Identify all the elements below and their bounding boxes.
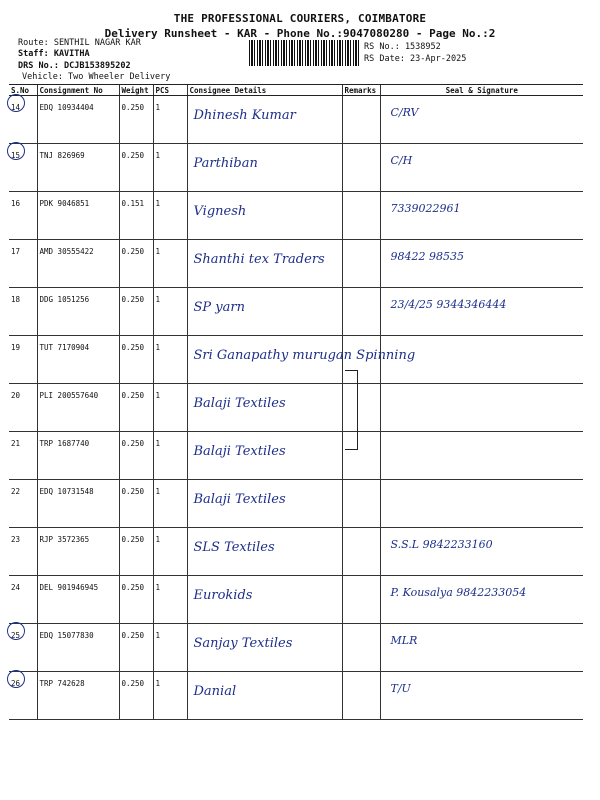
row-consignee bbox=[187, 336, 416, 384]
row-signature bbox=[380, 96, 583, 144]
col-seal-signature: Seal & Signature bbox=[380, 85, 583, 96]
row-signature bbox=[380, 144, 583, 192]
barcode bbox=[249, 40, 361, 66]
consignee-handwriting: Danial bbox=[193, 684, 237, 699]
consignee-handwriting: Sanjay Textiles bbox=[193, 636, 293, 651]
row-consignee bbox=[187, 432, 342, 480]
table-row bbox=[9, 288, 583, 336]
table-row bbox=[9, 624, 583, 672]
consignee-handwriting: Balaji Textiles bbox=[193, 492, 286, 507]
row-weight: 0.250 bbox=[119, 672, 153, 720]
row-consignee bbox=[187, 480, 342, 528]
row-sno: 25 bbox=[9, 624, 37, 672]
signature-handwriting: C/RV bbox=[390, 106, 419, 119]
consignee-handwriting: SLS Textiles bbox=[193, 540, 275, 555]
row-consignment: TUT 7170904 bbox=[37, 336, 119, 384]
row-consignment: TRP 742628 bbox=[37, 672, 119, 720]
staff-label: Staff: KAVITHA bbox=[18, 49, 90, 59]
row-sno: 18 bbox=[9, 288, 37, 336]
row-consignment: EDQ 10934404 bbox=[37, 96, 119, 144]
row-sno: 26 bbox=[9, 672, 37, 720]
row-consignment: DEL 901946945 bbox=[37, 576, 119, 624]
row-sno: 15 bbox=[9, 144, 37, 192]
col-pcs: PCS bbox=[153, 85, 187, 96]
row-consignment: AMD 30555422 bbox=[37, 240, 119, 288]
signature-handwriting: T/U bbox=[390, 682, 411, 695]
row-weight: 0.151 bbox=[119, 192, 153, 240]
row-consignment: TNJ 826969 bbox=[37, 144, 119, 192]
consignee-handwriting: Balaji Textiles bbox=[193, 396, 286, 411]
row-remarks bbox=[342, 288, 380, 336]
table-row bbox=[9, 96, 583, 144]
table-row bbox=[9, 336, 583, 384]
row-signature bbox=[380, 384, 583, 432]
table-row bbox=[9, 192, 583, 240]
row-pcs: 1 bbox=[153, 192, 187, 240]
row-weight: 0.250 bbox=[119, 624, 153, 672]
drs-label: DRS No.: DCJB153895202 bbox=[18, 61, 131, 71]
row-sno: 24 bbox=[9, 576, 37, 624]
col-sno: S.No bbox=[9, 85, 37, 96]
row-consignee bbox=[187, 384, 342, 432]
row-signature bbox=[380, 192, 583, 240]
col-weight: Weight bbox=[119, 85, 153, 96]
row-consignment: RJP 3572365 bbox=[37, 528, 119, 576]
row-weight: 0.250 bbox=[119, 288, 153, 336]
row-consignee bbox=[187, 576, 342, 624]
row-weight: 0.250 bbox=[119, 480, 153, 528]
row-signature bbox=[380, 240, 583, 288]
row-pcs: 1 bbox=[153, 576, 187, 624]
row-remarks bbox=[342, 144, 380, 192]
signature-handwriting: 23/4/25 9344346444 bbox=[390, 298, 507, 311]
row-consignee bbox=[187, 288, 342, 336]
row-signature bbox=[380, 288, 583, 336]
rs-number: RS No.: 1538952 bbox=[364, 42, 441, 52]
consignee-handwriting: Eurokids bbox=[193, 588, 253, 603]
row-pcs: 1 bbox=[153, 624, 187, 672]
route-label: Route: SENTHIL NAGAR KAR bbox=[18, 38, 141, 48]
consignee-handwriting: Vignesh bbox=[193, 204, 247, 219]
row-pcs: 1 bbox=[153, 432, 187, 480]
consignee-handwriting: Shanthi tex Traders bbox=[193, 252, 325, 267]
circle-mark bbox=[7, 622, 25, 640]
row-sno: 14 bbox=[9, 96, 37, 144]
row-signature bbox=[380, 336, 583, 384]
row-weight: 0.250 bbox=[119, 432, 153, 480]
table-row bbox=[9, 432, 583, 480]
row-sno: 23 bbox=[9, 528, 37, 576]
row-consignee bbox=[187, 96, 342, 144]
row-signature bbox=[380, 672, 583, 720]
signature-handwriting: 98422 98535 bbox=[390, 250, 464, 263]
row-pcs: 1 bbox=[153, 480, 187, 528]
row-consignment: DDG 1051256 bbox=[37, 288, 119, 336]
signature-handwriting: C/H bbox=[390, 154, 413, 167]
col-consignee: Consignee Details bbox=[187, 85, 342, 96]
rs-date: RS Date: 23-Apr-2025 bbox=[364, 54, 467, 64]
row-remarks bbox=[342, 528, 380, 576]
row-consignee bbox=[187, 672, 342, 720]
row-signature bbox=[380, 624, 583, 672]
consignee-handwriting: SP yarn bbox=[193, 300, 245, 315]
row-consignment: EDQ 10731548 bbox=[37, 480, 119, 528]
circle-mark bbox=[7, 670, 25, 688]
row-consignee bbox=[187, 192, 342, 240]
signature-handwriting: S.S.L 9842233160 bbox=[390, 538, 493, 551]
runsheet-table bbox=[9, 84, 583, 720]
row-consignee bbox=[187, 240, 342, 288]
row-sno: 17 bbox=[9, 240, 37, 288]
table-row bbox=[9, 528, 583, 576]
row-pcs: 1 bbox=[153, 672, 187, 720]
consignee-handwriting: Balaji Textiles bbox=[193, 444, 286, 459]
row-pcs: 1 bbox=[153, 144, 187, 192]
col-remarks: Remarks bbox=[342, 85, 380, 96]
row-sno: 16 bbox=[9, 192, 37, 240]
signature-handwriting: P. Kousalya 9842233054 bbox=[390, 586, 527, 599]
signature-handwriting: MLR bbox=[390, 634, 418, 647]
row-weight: 0.250 bbox=[119, 144, 153, 192]
vehicle-label: Vehicle: Two Wheeler Delivery bbox=[22, 72, 171, 82]
row-remarks bbox=[342, 96, 380, 144]
row-consignment: PLI 200557640 bbox=[37, 384, 119, 432]
consignee-handwriting: Dhinesh Kumar bbox=[193, 108, 296, 123]
bracket-mark bbox=[345, 370, 358, 450]
row-pcs: 1 bbox=[153, 240, 187, 288]
company-title: THE PROFESSIONAL COURIERS, COIMBATORE bbox=[173, 12, 427, 25]
row-remarks bbox=[342, 240, 380, 288]
table-row bbox=[9, 240, 583, 288]
row-sno: 22 bbox=[9, 480, 37, 528]
row-weight: 0.250 bbox=[119, 528, 153, 576]
row-consignment: PDK 9046851 bbox=[37, 192, 119, 240]
row-consignment: EDQ 15077830 bbox=[37, 624, 119, 672]
table-row bbox=[9, 672, 583, 720]
row-pcs: 1 bbox=[153, 528, 187, 576]
row-pcs: 1 bbox=[153, 96, 187, 144]
table-row bbox=[9, 384, 583, 432]
row-signature bbox=[380, 528, 583, 576]
row-signature bbox=[380, 432, 583, 480]
row-consignee bbox=[187, 624, 342, 672]
row-remarks bbox=[342, 624, 380, 672]
col-consignment: Consignment No bbox=[37, 85, 119, 96]
row-remarks bbox=[342, 480, 380, 528]
circle-mark bbox=[7, 94, 25, 112]
table-header-row bbox=[9, 85, 583, 96]
table-row bbox=[9, 576, 583, 624]
row-weight: 0.250 bbox=[119, 576, 153, 624]
row-sno: 20 bbox=[9, 384, 37, 432]
table-row bbox=[9, 144, 583, 192]
row-pcs: 1 bbox=[153, 336, 187, 384]
row-weight: 0.250 bbox=[119, 240, 153, 288]
row-consignment: TRP 1687740 bbox=[37, 432, 119, 480]
row-signature bbox=[380, 480, 583, 528]
row-consignee bbox=[187, 144, 342, 192]
circle-mark bbox=[7, 142, 25, 160]
runsheet-subtitle: Delivery Runsheet - KAR - Phone No.:9047080280 - Page No.:2 bbox=[104, 27, 496, 40]
consignee-handwriting: Parthiban bbox=[193, 156, 258, 171]
table-row bbox=[9, 480, 583, 528]
row-pcs: 1 bbox=[153, 288, 187, 336]
row-pcs: 1 bbox=[153, 384, 187, 432]
row-sno: 19 bbox=[9, 336, 37, 384]
row-remarks bbox=[342, 576, 380, 624]
consignee-handwriting: Sri Ganapathy murugan Spinning bbox=[193, 348, 416, 363]
row-remarks bbox=[342, 192, 380, 240]
row-weight: 0.250 bbox=[119, 96, 153, 144]
row-weight: 0.250 bbox=[119, 336, 153, 384]
signature-handwriting: 7339022961 bbox=[390, 202, 461, 215]
row-remarks bbox=[342, 672, 380, 720]
row-consignee bbox=[187, 528, 342, 576]
row-signature bbox=[380, 576, 583, 624]
row-weight: 0.250 bbox=[119, 384, 153, 432]
row-sno: 21 bbox=[9, 432, 37, 480]
